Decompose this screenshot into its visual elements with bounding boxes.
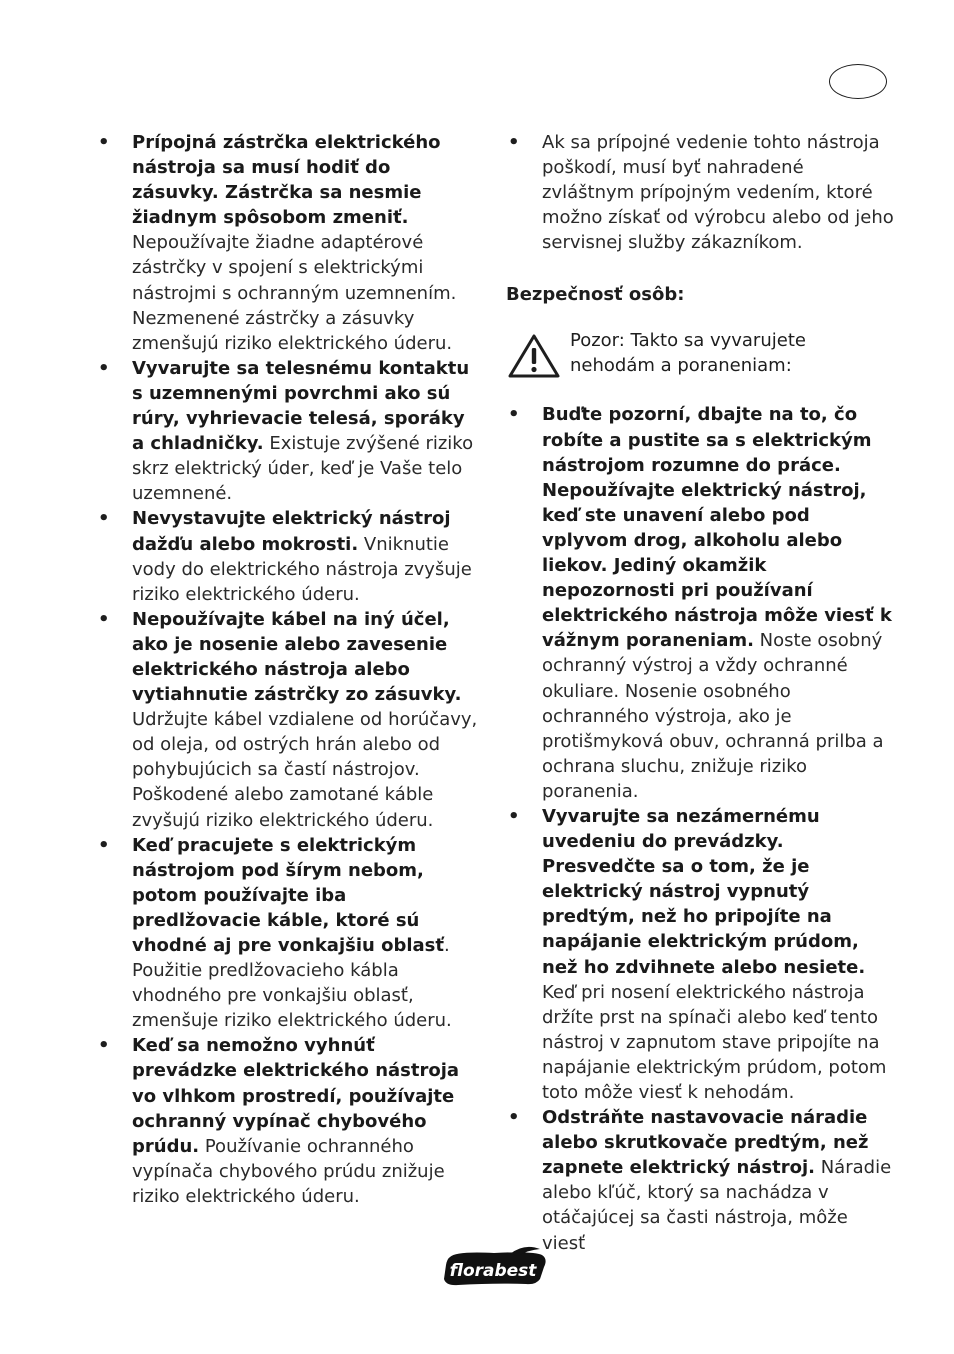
right-top-bullet-list [506,130,896,255]
bold-text: Nevystavujte elektrický nástroj dažďu alebo mokrosti. [132,508,451,555]
body-text: Existuje zvýšené riziko skrz elektrický úder, keď je Vaše telo uzemnené. [132,433,474,505]
list-item [506,402,896,804]
body-text: Udržujte kábel vzdialene od horúčavy, od oleja, od ostrých hrán alebo od pohybujúcich sa častí nástrojov. Poškodené alebo zamotané káble zvyšujú riziko elektrického úderu. [132,709,478,831]
florabest-logo [436,1245,552,1289]
list-item [96,130,480,356]
bold-text: Keď sa nemožno vyhnúť prevádzke elektrického nástroja vo vlhkom prostredí, používajte ochranný vypínač chybového prúdu. [132,1035,460,1157]
warning-note [506,328,896,380]
body-text: Keď pri nosení elektrického nástroja držíte prst na spínači alebo keď tento nástroj v zapnutom stave pripojíte na napájanie elektrickým prúdom, potom toto môže viesť k nehodám. [542,981,887,1103]
bold-text: Nepoužívajte kábel na iný účel, ako je nosenie alebo zavesenie elektrického nástroja alebo vytiahnutie zástrčky zo zásuvky. [132,608,462,706]
list-item [506,130,896,255]
bold-text: Buďte pozorní, dbajte na to, čo robíte a pustite sa s elektrickým nástrojom rozumne do práce. Nepoužívajte elektrický nástroj, keď ste unavení alebo pod vplyvom drog, alkoholu alebo liekov. Jediný okamžik nepozornosti pri používaní elektrického nástroja môže viesť k vážnym poraneniam. [542,404,892,652]
right-bullet-list [506,402,896,1255]
list-item [96,506,480,606]
list-item [506,804,896,1105]
right-column [506,130,896,1256]
bold-text: Prípojná zástrčka elektrického nástroja sa musí hodiť do zásuvky. Zástrčka sa nesmie žiadnym spôsobom zmeniť. [132,132,441,229]
warning-triangle-icon [506,332,562,380]
bold-text: Vyvarujte sa nezámernému uvedeniu do prevádzky. Presvedčte sa o tom, že je elektrický nástroj vypnutý predtým, než ho pripojíte na napájanie elektrickým prúdom, než ho zdvihnete alebo nesiete. [542,805,866,978]
body-text: Noste osobný ochranný výstroj a vždy ochranné okuliare. Nosenie osobného ochranného výstroja, ako je protišmyková obuv, ochranná prilba a ochrana sluchu, znižuje riziko poranenia. [542,630,884,802]
left-bullet-list [96,130,480,1209]
bold-text: Keď pracujete s elektrickým nástrojom pod šírym nebom, potom používajte iba predlžovacie káble, ktoré sú vhodné aj pre vonkajšiu oblasť [132,834,444,956]
logo-text: florabest [449,1261,537,1281]
section-title: Bezpečnosť osôb: [506,284,685,306]
bold-text: Odstráňte nastavovacie náradie alebo skrutkovače predtým, než zapnete elektrický nástroj. [542,1107,869,1179]
warning-text: Pozor: Takto sa vyvarujete nehodám a poraneniam: [570,330,806,377]
body-text: Používanie ochranného vypínača chybového prúdu znižuje riziko elektrického úderu. [132,1135,445,1207]
list-item [96,607,480,833]
body-text: . Použitie predlžovacieho kábla vhodného pre vonkajšiu oblasť, zmenšuje riziko elektrického úderu. [132,935,452,1032]
body-text: Nepoužívajte žiadne adaptérové zástrčky v spojení s elektrickými nástrojmi s ochranným uzemnením. Nezmenené zástrčky a zásuvky zmenšujú riziko elektrického úderu. [132,232,457,354]
language-badge [829,64,887,99]
bold-text: Vyvarujte sa telesnému kontaktu s uzemnenými povrchmi ako sú rúry, vyhrievacie telesá, sporáky a chladničky. [132,357,470,455]
body-text: Vniknutie vody do elektrického nástroja zvyšuje riziko elektrického úderu. [132,533,472,605]
body-text: Ak sa prípojné vedenie tohto nástroja poškodí, musí byť nahradené zvláštnym prípojným vedením, ktoré možno získať od výrobcu alebo od jeho servisnej služby zákazníkom. [542,132,894,254]
list-item [96,1033,480,1209]
left-column [96,130,480,1209]
list-item [506,1105,896,1256]
list-item [96,356,480,507]
body-text: Náradie alebo kľúč, ktorý sa nachádza v otáčajúcej sa časti nástroja, môže viesť [542,1157,892,1254]
list-item [96,833,480,1034]
